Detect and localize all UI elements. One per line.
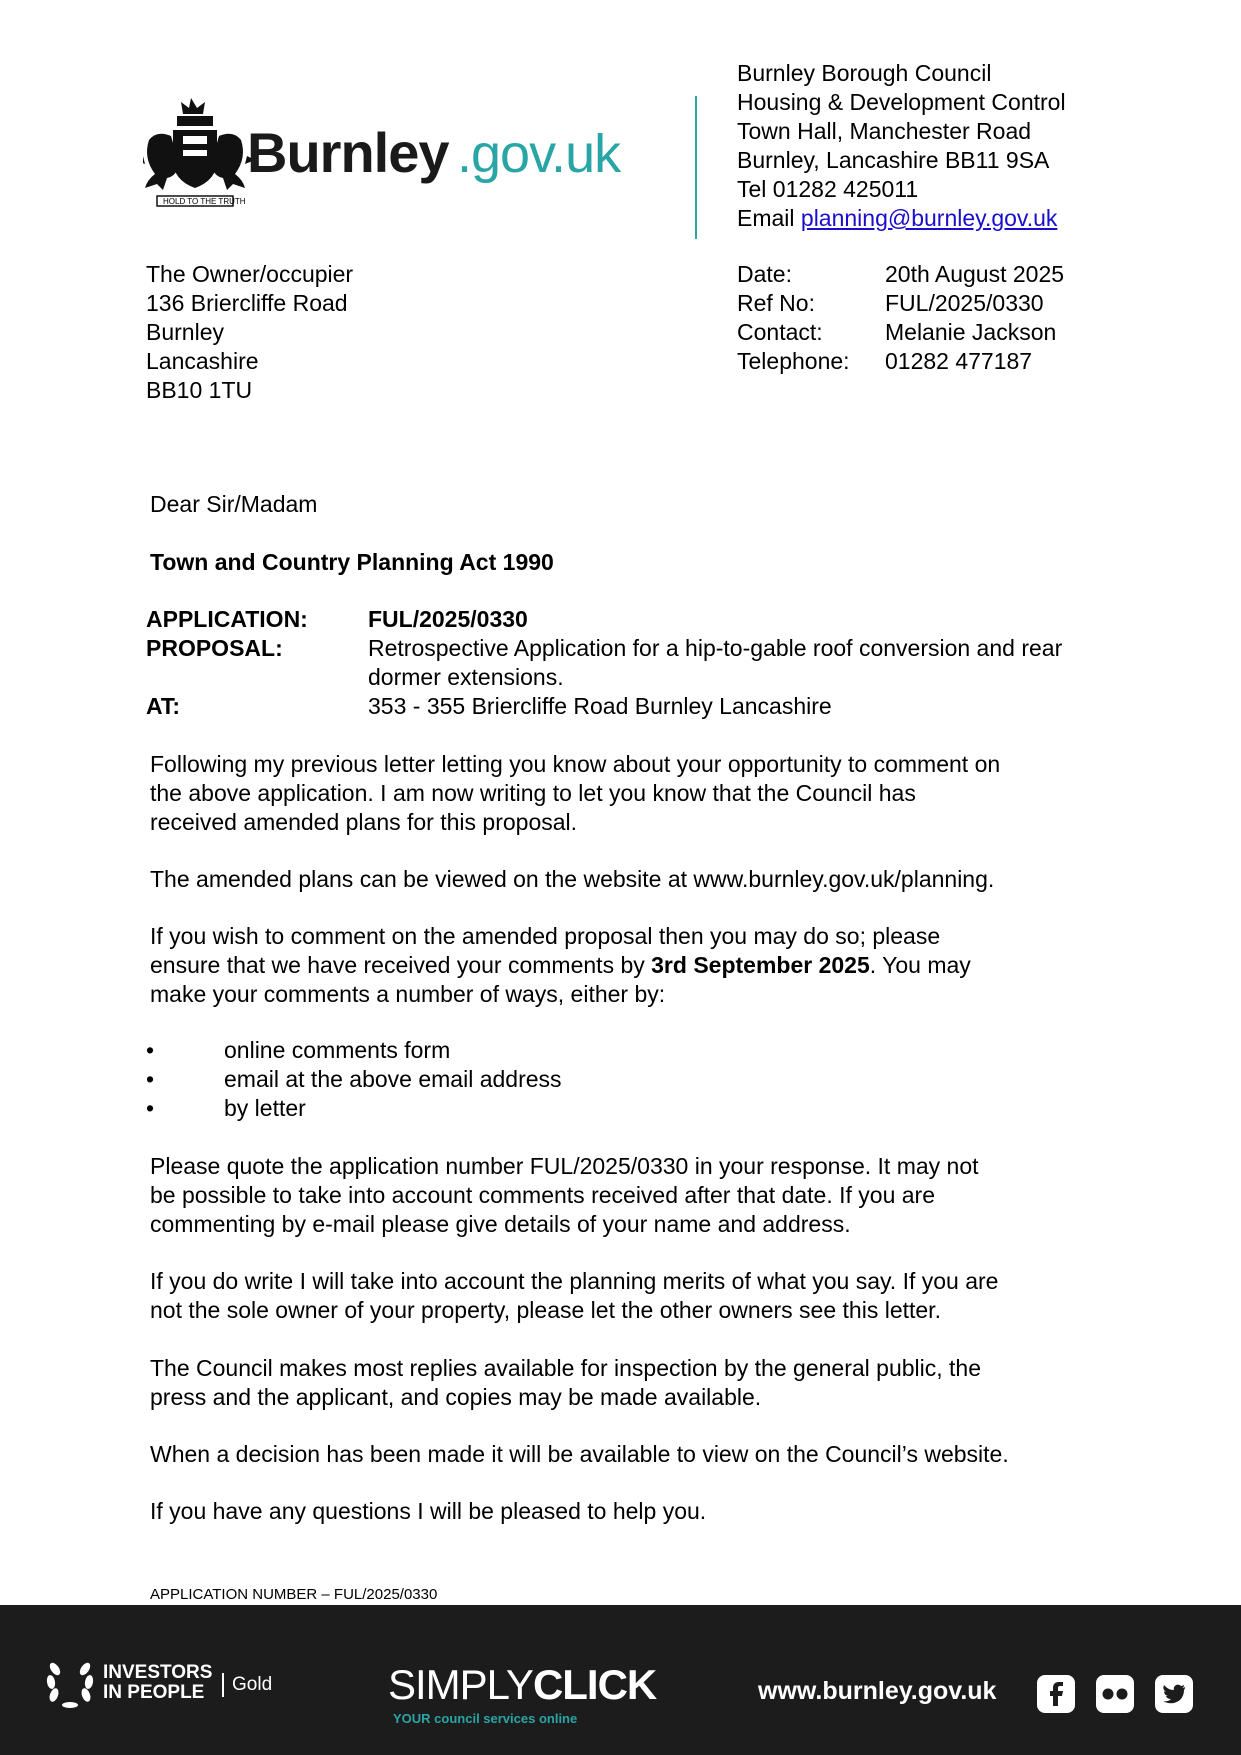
simply-word: SIMPLY bbox=[388, 1661, 533, 1708]
council-address bbox=[737, 59, 1066, 233]
footer-application-number: APPLICATION NUMBER – FUL/2025/0330 bbox=[150, 1586, 438, 1603]
logo-wordmark-main: Burnley bbox=[247, 121, 449, 184]
address-line: Town Hall, Manchester Road bbox=[737, 118, 1032, 144]
simply-click-logo bbox=[388, 1633, 668, 1728]
paragraph-line: The Council makes most replies available for inspection by the general public, the bbox=[150, 1355, 981, 1381]
paragraph-line: press and the applicant, and copies may be made available. bbox=[150, 1384, 762, 1410]
proposal-label: PROPOSAL: bbox=[146, 635, 283, 661]
address-line: Tel 01282 425011 bbox=[737, 176, 919, 202]
proposal-line: Retrospective Application for a hip-to-gable roof conversion and rear bbox=[368, 635, 1063, 661]
proposal-value bbox=[368, 634, 1136, 692]
simply-click-tagline: YOUR council services online bbox=[393, 1711, 578, 1726]
address-line: Housing & Development Control bbox=[737, 89, 1066, 115]
comment-methods-list bbox=[146, 1036, 562, 1123]
list-item bbox=[146, 1065, 562, 1094]
application-row bbox=[146, 605, 1136, 634]
salutation: Dear Sir/Madam bbox=[150, 491, 318, 517]
paragraph-line bbox=[150, 951, 1110, 980]
paragraph-line: commenting by e-mail please give details of your name and address. bbox=[150, 1211, 851, 1237]
paragraph-line: be possible to take into account comments received after that date. If you are bbox=[150, 1182, 935, 1208]
footer-website-link[interactable]: www.burnley.gov.uk bbox=[758, 1677, 997, 1705]
list-item-text: online comments form bbox=[224, 1037, 451, 1063]
paragraph-deadline bbox=[150, 922, 1110, 1009]
paragraph-line: not the sole owner of your property, please let the other owners see this letter. bbox=[150, 1297, 941, 1323]
paragraph-line: Following my previous letter letting you know about your opportunity to comment on bbox=[150, 751, 1001, 777]
paragraph-line: make your comments a number of ways, either by: bbox=[150, 981, 666, 1007]
investors-in-people-badge bbox=[45, 1655, 285, 1711]
recipient-line: The Owner/occupier bbox=[146, 261, 354, 287]
burnley-logo bbox=[143, 96, 663, 216]
bullet-icon: • bbox=[146, 1095, 155, 1121]
recipient-address bbox=[146, 260, 353, 405]
click-word: CLICK bbox=[532, 1661, 657, 1708]
paragraph-line: the above application. I am now writing to let you know that the Council has bbox=[150, 780, 916, 806]
ref-value: FUL/2025/0330 bbox=[885, 290, 1044, 316]
recipient-line: BB10 1TU bbox=[146, 377, 253, 403]
flickr-icon[interactable] bbox=[1096, 1675, 1134, 1713]
paragraph-planning-merits bbox=[150, 1267, 1110, 1325]
email-label: Email bbox=[737, 205, 795, 231]
application-value: FUL/2025/0330 bbox=[368, 606, 528, 632]
address-line: Burnley Borough Council bbox=[737, 60, 992, 86]
iip-wordmark bbox=[103, 1663, 212, 1703]
simply-click-wordmark bbox=[388, 1661, 656, 1709]
phone-value: 01282 477187 bbox=[885, 348, 1033, 374]
iip-level: Gold bbox=[222, 1673, 272, 1697]
logo-wordmark-suffix: .gov.uk bbox=[457, 124, 621, 184]
paragraph-line: received amended plans for this proposal. bbox=[150, 809, 578, 835]
application-details bbox=[146, 605, 1136, 721]
paragraph-decision: When a decision has been made it will be available to view on the Council’s website. bbox=[150, 1441, 1009, 1467]
paragraph-amended-plans-intro bbox=[150, 750, 1110, 837]
email-line bbox=[737, 204, 1066, 233]
at-label: AT: bbox=[146, 693, 181, 719]
date-value: 20th August 2025 bbox=[885, 261, 1065, 287]
laurel-wreath-icon bbox=[45, 1655, 95, 1711]
paragraph-public-inspection bbox=[150, 1354, 1110, 1412]
recipient-line: Burnley bbox=[146, 319, 224, 345]
list-item-text: email at the above email address bbox=[224, 1066, 562, 1092]
meta-row-contact bbox=[737, 318, 1064, 347]
facebook-icon[interactable] bbox=[1037, 1675, 1075, 1713]
meta-row-ref bbox=[737, 289, 1064, 318]
at-value: 353 - 355 Briercliffe Road Burnley Lancashire bbox=[368, 693, 832, 719]
deadline-date: 3rd September 2025 bbox=[651, 952, 870, 978]
at-row bbox=[146, 692, 1136, 721]
act-title: Town and Country Planning Act 1990 bbox=[150, 549, 554, 575]
header-divider bbox=[695, 96, 697, 239]
recipient-line: 136 Briercliffe Road bbox=[146, 290, 348, 316]
paragraph-questions: If you have any questions I will be pleased to help you. bbox=[150, 1498, 707, 1524]
coat-of-arms-icon bbox=[143, 98, 255, 206]
paragraph-line: If you wish to comment on the amended proposal then you may do so; please bbox=[150, 923, 941, 949]
contact-value: Melanie Jackson bbox=[885, 319, 1057, 345]
footer-banner bbox=[0, 1605, 1241, 1755]
address-line: Burnley, Lancashire BB11 9SA bbox=[737, 147, 1050, 173]
list-item bbox=[146, 1036, 562, 1065]
paragraph-website: The amended plans can be viewed on the website at www.burnley.gov.uk/planning. bbox=[150, 866, 995, 892]
proposal-row bbox=[146, 634, 1136, 692]
list-item bbox=[146, 1094, 562, 1123]
date-label: Date: bbox=[737, 261, 792, 287]
meta-row-phone bbox=[737, 347, 1064, 376]
phone-label: Telephone: bbox=[737, 348, 850, 374]
iip-line: IN PEOPLE bbox=[103, 1682, 205, 1703]
letter-meta bbox=[737, 260, 1064, 376]
bullet-icon: • bbox=[146, 1066, 155, 1092]
paragraph-line: If you do write I will take into account the planning merits of what you say. If you are bbox=[150, 1268, 999, 1294]
proposal-line: dormer extensions. bbox=[368, 664, 564, 690]
twitter-icon[interactable] bbox=[1155, 1675, 1193, 1713]
meta-row-date bbox=[737, 260, 1064, 289]
paragraph-quote-number bbox=[150, 1152, 1110, 1239]
contact-label: Contact: bbox=[737, 319, 823, 345]
application-label: APPLICATION: bbox=[146, 606, 308, 632]
recipient-line: Lancashire bbox=[146, 348, 259, 374]
ref-label: Ref No: bbox=[737, 290, 815, 316]
iip-line: INVESTORS bbox=[103, 1662, 213, 1683]
bullet-icon: • bbox=[146, 1037, 155, 1063]
list-item-text: by letter bbox=[224, 1095, 306, 1121]
logo-motto: HOLD TO THE TRUTH bbox=[163, 197, 246, 206]
deadline-post: . You may bbox=[869, 952, 971, 978]
email-link[interactable]: planning@burnley.gov.uk bbox=[800, 205, 1058, 231]
paragraph-line: Please quote the application number FUL/2025/0330 in your response. It may not bbox=[150, 1153, 979, 1179]
deadline-pre: ensure that we have received your comments by bbox=[150, 952, 652, 978]
